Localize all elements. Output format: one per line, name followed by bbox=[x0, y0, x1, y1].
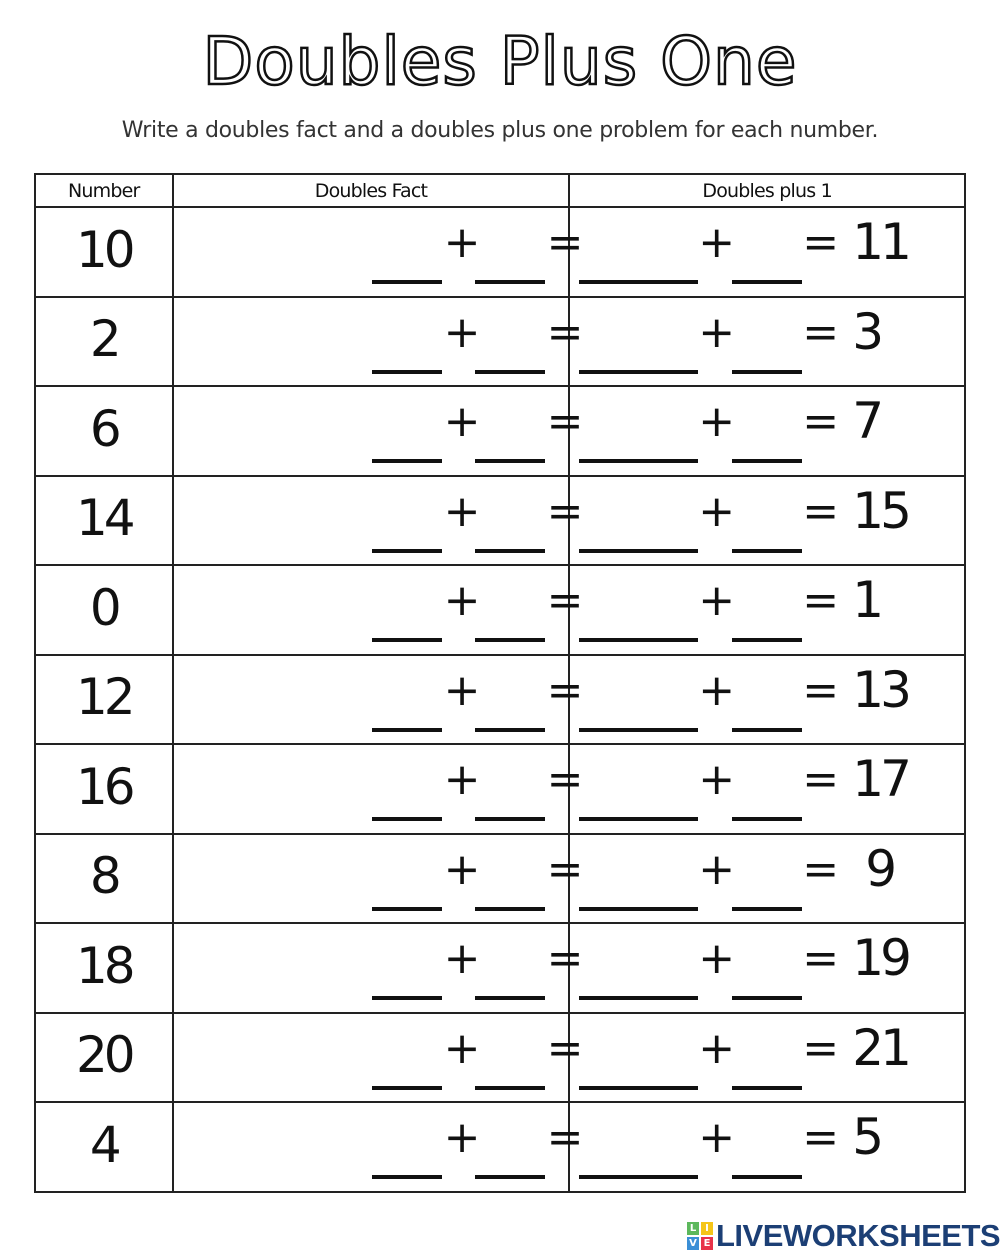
number-value: 0 bbox=[89, 578, 118, 637]
blank-input-addend-2[interactable] bbox=[732, 996, 802, 1000]
table-header-row bbox=[35, 174, 965, 207]
equals-sign: = bbox=[546, 306, 584, 358]
doubles-plus-one-cell bbox=[569, 923, 965, 1013]
doubles-plus-one-result: 21 bbox=[852, 1018, 908, 1077]
blank-input-addend-1[interactable] bbox=[628, 728, 698, 732]
plus-sign: + bbox=[443, 306, 481, 358]
doubles-plus-one-cell bbox=[569, 297, 965, 387]
blank-input-addend-2[interactable] bbox=[475, 549, 545, 553]
table-row bbox=[35, 923, 965, 1013]
blank-input-addend-1[interactable] bbox=[372, 907, 442, 911]
plus-sign: + bbox=[443, 396, 481, 447]
plus-sign: + bbox=[698, 485, 736, 537]
blank-input-addend-1[interactable] bbox=[372, 817, 442, 821]
equals-sign: = bbox=[802, 933, 840, 984]
table-row bbox=[35, 476, 965, 566]
number-cell bbox=[35, 565, 173, 655]
number-cell bbox=[35, 834, 173, 924]
table-row bbox=[35, 207, 965, 297]
blank-input-addend-2[interactable] bbox=[732, 638, 802, 642]
number-cell bbox=[35, 655, 173, 745]
plus-sign: + bbox=[443, 1112, 481, 1163]
plus-sign: + bbox=[443, 664, 481, 716]
blank-input-addend-2[interactable] bbox=[475, 728, 545, 732]
doubles-plus-one-result: 13 bbox=[852, 660, 908, 719]
blank-input-addend-1[interactable] bbox=[372, 1175, 442, 1179]
blank-input-addend-1[interactable] bbox=[372, 638, 442, 642]
blank-input-addend-1[interactable] bbox=[372, 728, 442, 732]
liveworksheets-logo bbox=[687, 1218, 1000, 1253]
blank-input-addend-2[interactable] bbox=[475, 459, 545, 463]
number-value: 8 bbox=[89, 847, 118, 906]
blank-input-addend-2[interactable] bbox=[475, 1175, 545, 1179]
plus-sign: + bbox=[443, 1022, 481, 1074]
blank-input-addend-2[interactable] bbox=[732, 549, 802, 553]
number-value: 4 bbox=[89, 1115, 118, 1174]
blank-input-addend-1[interactable] bbox=[628, 1086, 698, 1090]
number-value: 10 bbox=[75, 220, 132, 279]
logo-squares-icon bbox=[687, 1222, 713, 1250]
table-row bbox=[35, 297, 965, 387]
equals-sign: = bbox=[802, 1112, 840, 1163]
doubles-plus-one-result: 7 bbox=[852, 392, 881, 450]
logo-square-l: L bbox=[687, 1222, 699, 1235]
blank-input-addend-2[interactable] bbox=[732, 1175, 802, 1179]
plus-sign: + bbox=[443, 575, 481, 626]
table-row bbox=[35, 655, 965, 745]
blank-input-addend-2[interactable] bbox=[475, 1086, 545, 1090]
doubles-fact-cell bbox=[173, 476, 584, 566]
blank-input-addend-1[interactable] bbox=[372, 280, 442, 284]
blank-input-addend-2[interactable] bbox=[732, 817, 802, 821]
equals-sign: = bbox=[802, 575, 840, 626]
doubles-plus-one-result: 1 bbox=[852, 571, 881, 629]
table-row bbox=[35, 386, 965, 476]
blank-input-addend-2[interactable] bbox=[732, 370, 802, 374]
doubles-plus-one-cell bbox=[569, 1102, 965, 1192]
blank-input-addend-2[interactable] bbox=[732, 728, 802, 732]
doubles-plus-one-result: 15 bbox=[852, 481, 908, 540]
number-value: 2 bbox=[89, 310, 118, 369]
equals-sign: = bbox=[802, 1022, 840, 1074]
blank-input-addend-1[interactable] bbox=[628, 996, 698, 1000]
number-cell bbox=[35, 386, 173, 476]
doubles-fact-cell bbox=[173, 744, 584, 834]
worksheet-instructions: Write a doubles fact and a doubles plus one problem for each number. bbox=[121, 118, 879, 143]
doubles-plus-one-cell bbox=[569, 207, 965, 297]
table-row bbox=[35, 834, 965, 924]
blank-input-addend-2[interactable] bbox=[475, 370, 545, 374]
doubles-plus-one-result: 3 bbox=[852, 302, 881, 361]
number-cell bbox=[35, 1013, 173, 1103]
equals-sign: = bbox=[802, 485, 840, 537]
logo-square-v: V bbox=[687, 1237, 699, 1250]
blank-input-addend-1[interactable] bbox=[372, 459, 442, 463]
blank-input-addend-1[interactable] bbox=[628, 370, 698, 374]
logo-square-e: E bbox=[701, 1237, 713, 1250]
blank-input-addend-1[interactable] bbox=[372, 1086, 442, 1090]
doubles-fact-cell bbox=[173, 565, 584, 655]
equals-sign: = bbox=[546, 575, 584, 626]
brand-name: LIVEWORKSHEETS bbox=[716, 1218, 1000, 1253]
doubles-plus-one-result: 11 bbox=[852, 213, 908, 271]
header-doubles-plus-one: Doubles plus 1 bbox=[569, 174, 965, 207]
number-cell bbox=[35, 1102, 173, 1192]
doubles-plus-one-result: 19 bbox=[852, 929, 908, 987]
equals-sign: = bbox=[546, 754, 584, 805]
equals-sign: = bbox=[546, 485, 584, 537]
doubles-plus-one-result: 9 bbox=[865, 839, 894, 898]
plus-sign: + bbox=[698, 575, 736, 626]
doubles-plus-one-cell bbox=[569, 476, 965, 566]
blank-input-addend-1[interactable] bbox=[628, 638, 698, 642]
equals-sign: = bbox=[546, 843, 584, 895]
table-row bbox=[35, 565, 965, 655]
plus-sign: + bbox=[698, 1022, 736, 1074]
logo-square-i: I bbox=[701, 1222, 713, 1235]
doubles-table bbox=[34, 173, 966, 1193]
number-value: 18 bbox=[75, 936, 132, 995]
number-value: 20 bbox=[75, 1026, 132, 1085]
number-cell bbox=[35, 744, 173, 834]
equals-sign: = bbox=[802, 843, 840, 895]
plus-sign: + bbox=[698, 1112, 736, 1163]
plus-sign: + bbox=[443, 754, 481, 805]
doubles-plus-one-cell bbox=[569, 1013, 965, 1103]
number-value: 14 bbox=[75, 489, 132, 548]
equals-sign: = bbox=[546, 1112, 584, 1163]
number-cell bbox=[35, 923, 173, 1013]
plus-sign: + bbox=[698, 396, 736, 447]
blank-input-addend-2[interactable] bbox=[475, 996, 545, 1000]
plus-sign: + bbox=[698, 843, 736, 895]
equals-sign: = bbox=[546, 1022, 584, 1074]
equals-sign: = bbox=[546, 664, 584, 716]
blank-input-addend-1[interactable] bbox=[372, 549, 442, 553]
doubles-plus-one-cell bbox=[569, 565, 965, 655]
blank-input-addend-1[interactable] bbox=[628, 907, 698, 911]
number-value: 12 bbox=[75, 668, 132, 727]
plus-sign: + bbox=[698, 217, 736, 268]
plus-sign: + bbox=[698, 306, 736, 358]
plus-sign: + bbox=[698, 664, 736, 716]
blank-input-addend-1[interactable] bbox=[372, 370, 442, 374]
header-number: Number bbox=[35, 174, 173, 207]
plus-sign: + bbox=[443, 217, 481, 268]
equals-sign: = bbox=[802, 306, 840, 358]
doubles-plus-one-cell bbox=[569, 655, 965, 745]
plus-sign: + bbox=[443, 843, 481, 895]
blank-input-addend-2[interactable] bbox=[732, 907, 802, 911]
plus-sign: + bbox=[698, 754, 736, 805]
equals-sign: = bbox=[546, 217, 584, 268]
doubles-plus-one-result: 5 bbox=[852, 1108, 881, 1166]
number-value: 16 bbox=[75, 757, 132, 816]
blank-input-addend-1[interactable] bbox=[628, 1175, 698, 1179]
plus-sign: + bbox=[698, 933, 736, 984]
equals-sign: = bbox=[802, 754, 840, 805]
blank-input-addend-1[interactable] bbox=[628, 817, 698, 821]
doubles-fact-cell bbox=[173, 386, 584, 476]
table-row bbox=[35, 1102, 965, 1192]
table-row bbox=[35, 744, 965, 834]
worksheet-title: Doubles Plus One bbox=[202, 23, 798, 100]
doubles-plus-one-cell bbox=[569, 744, 965, 834]
doubles-plus-one-cell bbox=[569, 834, 965, 924]
table-row bbox=[35, 1013, 965, 1103]
equals-sign: = bbox=[802, 396, 840, 447]
number-cell bbox=[35, 207, 173, 297]
doubles-plus-one-cell bbox=[569, 386, 965, 476]
equals-sign: = bbox=[546, 933, 584, 984]
doubles-fact-cell bbox=[173, 1102, 584, 1192]
blank-input-addend-2[interactable] bbox=[475, 280, 545, 284]
blank-input-addend-2[interactable] bbox=[475, 817, 545, 821]
blank-input-addend-2[interactable] bbox=[732, 1086, 802, 1090]
doubles-fact-cell bbox=[173, 1013, 584, 1103]
blank-input-addend-2[interactable] bbox=[732, 280, 802, 284]
blank-input-addend-1[interactable] bbox=[372, 996, 442, 1000]
doubles-fact-cell bbox=[173, 655, 584, 745]
blank-input-addend-2[interactable] bbox=[475, 907, 545, 911]
header-doubles-fact: Doubles Fact bbox=[173, 174, 570, 207]
doubles-fact-cell bbox=[173, 923, 584, 1013]
blank-input-addend-1[interactable] bbox=[628, 280, 698, 284]
plus-sign: + bbox=[443, 485, 481, 537]
equals-sign: = bbox=[546, 396, 584, 447]
doubles-plus-one-result: 17 bbox=[852, 750, 908, 808]
blank-input-addend-1[interactable] bbox=[628, 459, 698, 463]
plus-sign: + bbox=[443, 933, 481, 984]
doubles-fact-cell bbox=[173, 207, 584, 297]
blank-input-addend-2[interactable] bbox=[732, 459, 802, 463]
equals-sign: = bbox=[802, 664, 840, 716]
equals-sign: = bbox=[802, 217, 840, 268]
doubles-fact-cell bbox=[173, 834, 584, 924]
blank-input-addend-1[interactable] bbox=[628, 549, 698, 553]
number-cell bbox=[35, 476, 173, 566]
number-value: 6 bbox=[89, 399, 118, 458]
number-cell bbox=[35, 297, 173, 387]
blank-input-addend-2[interactable] bbox=[475, 638, 545, 642]
doubles-fact-cell bbox=[173, 297, 584, 387]
